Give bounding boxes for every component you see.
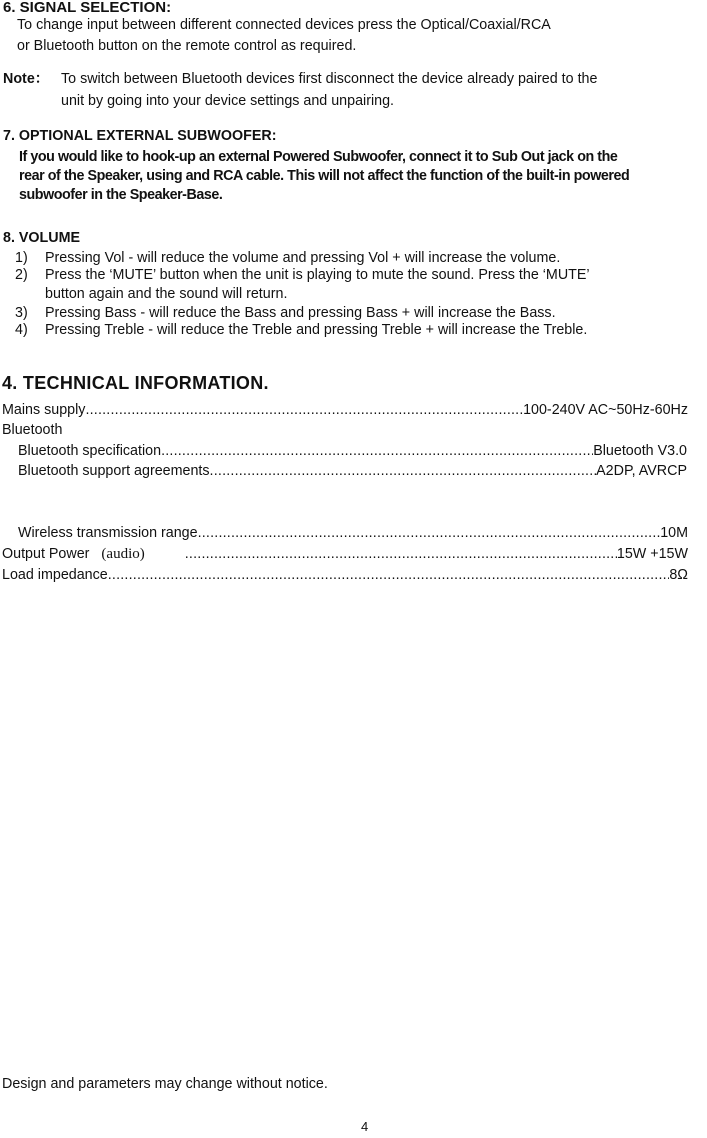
- spec-label: Load impedance: [2, 567, 108, 583]
- leader-dots: [161, 442, 593, 460]
- section-6-line-1: To change input between different connected devices press the Optical/Coaxial/RCA: [17, 17, 551, 33]
- volume-item-text: Pressing Vol - will reduce the volume and pressing Vol + will increase the volume.: [45, 250, 561, 266]
- spec-label: Wireless transmission range: [18, 525, 198, 541]
- spec-value: 15W +15W: [616, 546, 688, 562]
- spec-label: Bluetooth support agreements: [18, 463, 210, 479]
- spec-row-load-impedance: [2, 566, 688, 584]
- leader-dots: [185, 545, 617, 563]
- section-7-line-3: subwoofer in the Speaker-Base.: [19, 187, 223, 203]
- volume-item-number: 1): [15, 250, 28, 266]
- spec-row-mains: [2, 401, 688, 419]
- page-number: 4: [361, 1119, 369, 1134]
- spec-note: (audio): [101, 546, 145, 562]
- section-7-line-1: If you would like to hook-up an external Powered Subwoofer, connect it to Sub Out jack on the: [19, 149, 618, 165]
- spec-value: Bluetooth V3.0: [593, 443, 687, 459]
- leader-dots: [198, 524, 661, 542]
- note-line-1: To switch between Bluetooth devices first disconnect the device already paired to the: [61, 71, 598, 87]
- spec-row-wireless-range: [18, 524, 688, 542]
- volume-item-text: Press the ‘MUTE’ button when the unit is playing to mute the sound. Press the ‘MUTE’: [45, 267, 590, 283]
- section-8-heading: 8. VOLUME: [3, 230, 81, 246]
- volume-item-number: 3): [15, 305, 28, 321]
- section-7-line-2: rear of the Speaker, using and RCA cable. This will not affect the function of the built-in powered: [19, 168, 630, 184]
- spec-row-bt-spec: [18, 442, 687, 460]
- footer-notice: Design and parameters may change without notice.: [2, 1076, 328, 1092]
- section-7-heading: 7. OPTIONAL EXTERNAL SUBWOOFER:: [3, 128, 277, 144]
- spec-row-output-power: [2, 545, 688, 563]
- spec-value: A2DP, AVRCP: [596, 463, 687, 479]
- spec-row-bt-support: [18, 462, 687, 480]
- bluetooth-label: Bluetooth: [2, 422, 63, 438]
- note-label: Note：: [3, 71, 50, 87]
- section-6-line-2: or Bluetooth button on the remote control as required.: [17, 38, 357, 54]
- spec-value: 8Ω: [669, 567, 688, 583]
- volume-item-text: Pressing Treble - will reduce the Treble and pressing Treble + will increase the Treble.: [45, 322, 588, 338]
- leader-dots: [108, 566, 670, 584]
- leader-dots: [85, 401, 523, 419]
- spec-label: Bluetooth specification: [18, 443, 162, 459]
- spec-label: Output Power: [2, 546, 90, 562]
- technical-heading: 4. TECHNICAL INFORMATION.: [2, 373, 269, 393]
- spec-value: 10M: [660, 525, 688, 541]
- volume-item-continuation: button again and the sound will return.: [45, 286, 288, 302]
- volume-item-text: Pressing Bass - will reduce the Bass and pressing Bass + will increase the Bass.: [45, 305, 556, 321]
- spec-value: 100-240V AC~50Hz-60Hz: [523, 402, 688, 418]
- volume-item-number: 2): [15, 267, 28, 283]
- spec-label: Mains supply: [2, 402, 86, 418]
- volume-item-number: 4): [15, 322, 28, 338]
- section-6-heading: 6. SIGNAL SELECTION:: [3, 0, 172, 16]
- note-line-2: unit by going into your device settings and unpairing.: [61, 93, 395, 109]
- leader-dots: [210, 462, 597, 480]
